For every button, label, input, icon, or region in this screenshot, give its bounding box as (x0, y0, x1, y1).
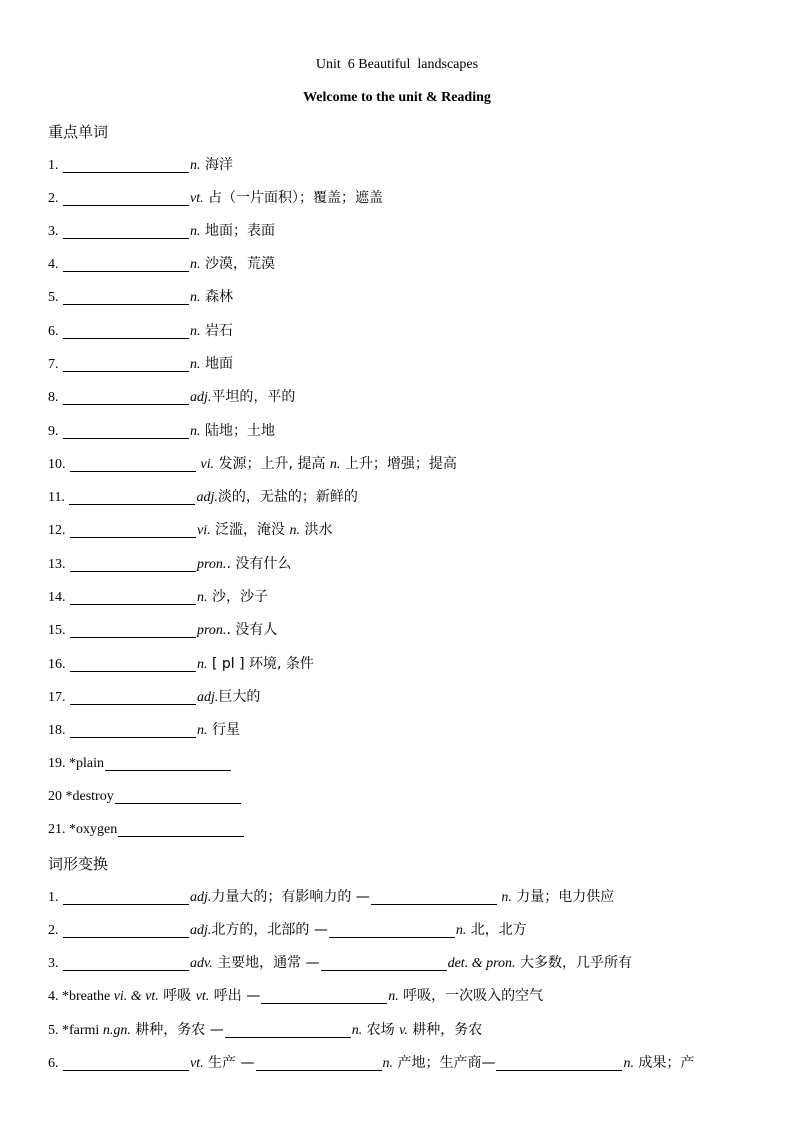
word-form-item-6 (48, 1053, 694, 1073)
vocab-item-14 (48, 587, 268, 607)
word-form-item-1 (48, 887, 614, 907)
answer-blank[interactable] (63, 890, 189, 905)
answer-blank[interactable] (256, 1056, 382, 1071)
definition: 呼吸 (158, 988, 196, 1004)
answer-blank[interactable] (70, 590, 196, 605)
definition: 北方的，北部的 — (211, 922, 328, 938)
definition: 成果；产 (633, 1055, 695, 1071)
answer-blank[interactable] (63, 158, 189, 173)
item-number: 21. (48, 822, 66, 837)
part-of-speech: n. (455, 923, 467, 938)
answer-blank[interactable] (118, 822, 244, 837)
part-of-speech: n. (197, 723, 208, 738)
item-number: 3. (48, 224, 59, 239)
item-number: 19. (48, 756, 66, 771)
part-of-speech: n. (497, 890, 512, 905)
part-of-speech: pron. (197, 557, 227, 572)
definition: 上升；增强；提高 (340, 456, 457, 472)
item-number: 5. (48, 290, 59, 305)
part-of-speech: adj. (190, 390, 212, 405)
vocab-item-16 (48, 654, 314, 674)
given-word: *destroy (62, 789, 114, 804)
vocab-item-9 (48, 421, 275, 441)
definition: 力量；电力供应 (511, 889, 615, 905)
item-number: 6. (48, 324, 59, 339)
vocab-item-18 (48, 720, 240, 740)
word-form-item-3 (48, 953, 632, 973)
part-of-speech: n.gn. (102, 1023, 131, 1038)
vocab-item-4 (48, 254, 275, 274)
answer-blank[interactable] (63, 290, 189, 305)
definition: . 没有什么 (226, 556, 292, 572)
answer-blank[interactable] (63, 257, 189, 272)
answer-blank[interactable] (70, 457, 196, 472)
vocab-item-8 (48, 387, 295, 407)
part-of-speech: n. (388, 989, 399, 1004)
definition: 发源；上升, 提高 (214, 456, 330, 472)
definition: 地面 (200, 356, 233, 372)
part-of-speech: n. (197, 657, 208, 672)
answer-blank[interactable] (63, 923, 189, 938)
answer-blank[interactable] (70, 657, 196, 672)
item-number: 9. (48, 424, 59, 439)
definition: 耕种，务农 — (130, 1022, 224, 1038)
vocab-item-15 (48, 620, 277, 640)
part-of-speech: n. (351, 1023, 363, 1038)
definition: 沙漠，荒漠 (200, 256, 275, 272)
vocab-item-20 (48, 787, 242, 807)
definition: 农场 (362, 1022, 400, 1038)
vocab-item-11 (48, 487, 358, 507)
definition: 主要地，通常 — (212, 955, 320, 971)
word-form-item-5 (48, 1020, 482, 1040)
definition: 生产 — (203, 1055, 255, 1071)
definition: 呼吸，一次吸入的空气 (398, 988, 544, 1004)
answer-blank[interactable] (63, 956, 189, 971)
part-of-speech: adj. (197, 690, 219, 705)
part-of-speech: det. & pron. (447, 956, 516, 971)
item-number: 16. (48, 657, 66, 672)
part-of-speech: vi. & vt. (113, 989, 159, 1004)
part-of-speech: vi. (197, 457, 215, 472)
part-of-speech: adj. (196, 490, 218, 505)
part-of-speech: n. (190, 324, 201, 339)
answer-blank[interactable] (70, 723, 196, 738)
part-of-speech: n. (190, 257, 201, 272)
part-of-speech: n. (190, 424, 201, 439)
definition: 大多数，几乎所有 (515, 955, 632, 971)
definition: 巨大的 (218, 689, 261, 705)
definition: 呼出 — (209, 988, 261, 1004)
part-of-speech: n. (197, 590, 208, 605)
answer-blank[interactable] (261, 989, 387, 1004)
vocab-item-10 (48, 454, 457, 474)
definition: 地面；表面 (200, 223, 275, 239)
answer-blank[interactable] (70, 557, 196, 572)
item-number: 2. (48, 191, 59, 206)
definition: 陆地；土地 (200, 423, 275, 439)
item-number: 18. (48, 723, 66, 738)
item-number: 2. (48, 923, 59, 938)
answer-blank[interactable] (105, 756, 231, 771)
answer-blank[interactable] (70, 690, 196, 705)
item-number: 1. (48, 890, 59, 905)
part-of-speech: v. (399, 1023, 408, 1038)
item-number: 7. (48, 357, 59, 372)
part-of-speech: n. (289, 523, 301, 538)
part-of-speech: vt. (195, 989, 210, 1004)
answer-blank[interactable] (329, 923, 455, 938)
vocab-item-21 (48, 820, 245, 840)
definition: 洪水 (300, 522, 333, 538)
part-of-speech: vt. (190, 1056, 204, 1071)
page-subtitle: Welcome to the unit & Reading (303, 90, 491, 105)
part-of-speech: n. (623, 1056, 634, 1071)
vocab-item-1 (48, 155, 233, 175)
part-of-speech: n. (190, 224, 201, 239)
item-number: 13. (48, 557, 66, 572)
answer-blank[interactable] (70, 523, 196, 538)
answer-blank[interactable] (63, 424, 189, 439)
item-number: 10. (48, 457, 66, 472)
item-number: 6. (48, 1056, 59, 1071)
vocab-item-12 (48, 520, 332, 540)
definition: 耕种，务农 (407, 1022, 483, 1038)
part-of-speech: n. (190, 357, 201, 372)
vocab-item-13 (48, 554, 291, 574)
answer-blank[interactable] (321, 956, 447, 971)
answer-blank[interactable] (63, 357, 189, 372)
answer-blank[interactable] (496, 1056, 622, 1071)
answer-blank[interactable] (63, 191, 189, 206)
answer-blank[interactable] (371, 890, 497, 905)
section-heading-word-forms: 词形变换 (48, 855, 109, 873)
definition: 海洋 (200, 157, 233, 173)
definition: 森林 (200, 289, 233, 305)
part-of-speech: vt. (190, 191, 204, 206)
answer-blank[interactable] (63, 224, 189, 239)
page-title: Unit 6 Beautiful landscapes (315, 57, 479, 72)
given-word: *breathe (58, 989, 114, 1004)
part-of-speech: adj. (190, 923, 212, 938)
vocab-item-19 (48, 754, 232, 774)
vocab-item-7 (48, 354, 233, 374)
item-number: 1. (48, 158, 59, 173)
definition: 沙，沙子 (207, 589, 268, 605)
definition: 占（一片面积）；覆盖；遮盖 (203, 190, 384, 206)
part-of-speech: adj. (190, 890, 212, 905)
part-of-speech: n. (190, 290, 201, 305)
given-word: *farmi (58, 1023, 103, 1038)
definition: 力量大的；有影响力的 — (211, 889, 370, 905)
answer-blank[interactable] (225, 1023, 351, 1038)
item-number: 3. (48, 956, 59, 971)
definition: [ pl ] 环境, 条件 (207, 656, 314, 672)
part-of-speech: n. (329, 457, 341, 472)
definition: 淡的，无盐的；新鲜的 (217, 489, 358, 505)
definition: 泛滥，淹没 (210, 522, 290, 538)
vocab-item-3 (48, 221, 275, 241)
item-number: 20 (48, 789, 62, 804)
definition: 北，北方 (466, 922, 527, 938)
answer-blank[interactable] (69, 490, 195, 505)
definition: 产地；生产商— (393, 1055, 496, 1071)
given-word: *plain (65, 756, 104, 771)
answer-blank[interactable] (63, 1056, 189, 1071)
word-form-item-2 (48, 920, 527, 940)
item-number: 12. (48, 523, 66, 538)
item-number: 4. (48, 257, 59, 272)
answer-blank[interactable] (63, 324, 189, 339)
word-form-item-4 (48, 986, 543, 1006)
item-number: 8. (48, 390, 59, 405)
item-number: 17. (48, 690, 66, 705)
item-number: 4. (48, 989, 59, 1004)
vocab-item-5 (48, 287, 233, 307)
definition: . 没有人 (226, 622, 278, 638)
item-number: 15. (48, 623, 66, 638)
vocab-item-2 (48, 188, 383, 208)
answer-blank[interactable] (63, 390, 189, 405)
section-heading-key-words: 重点单词 (48, 123, 109, 141)
part-of-speech: pron. (197, 623, 227, 638)
part-of-speech: n. (190, 158, 201, 173)
given-word: *oxygen (65, 822, 118, 837)
item-number: 5. (48, 1023, 59, 1038)
part-of-speech: n. (382, 1056, 394, 1071)
definition: 行星 (207, 722, 240, 738)
vocab-item-6 (48, 321, 233, 341)
part-of-speech: vi. (197, 523, 211, 538)
definition: 岩石 (200, 323, 233, 339)
definition: 平坦的，平的 (211, 389, 296, 405)
item-number: 14. (48, 590, 66, 605)
answer-blank[interactable] (115, 789, 241, 804)
item-number: 11. (48, 490, 65, 505)
answer-blank[interactable] (70, 623, 196, 638)
part-of-speech: adv. (190, 956, 213, 971)
vocab-item-17 (48, 687, 260, 707)
